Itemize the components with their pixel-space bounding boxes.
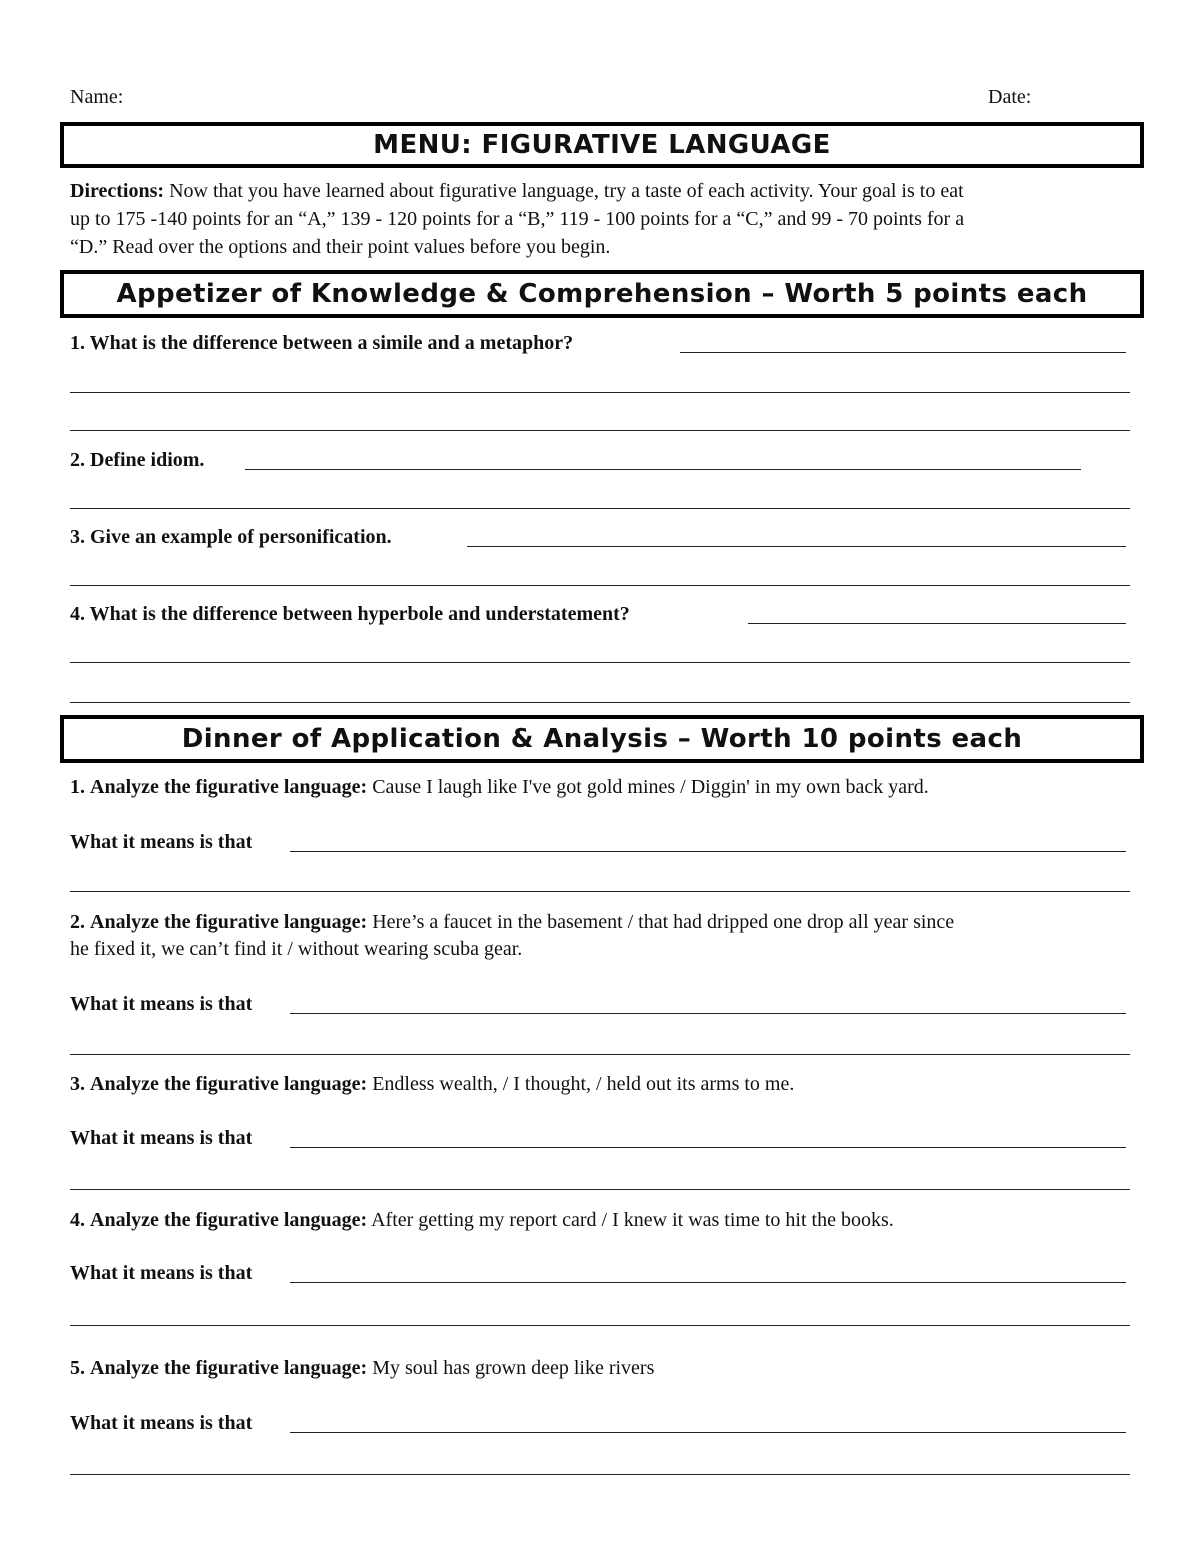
answer-line[interactable] xyxy=(680,352,1126,353)
answer-line[interactable] xyxy=(290,1147,1126,1148)
appetizer-heading: Appetizer of Knowledge & Comprehension – Worth 5 points each xyxy=(60,270,1144,318)
means-label-1: What it means is that xyxy=(70,831,253,853)
answer-line[interactable] xyxy=(245,469,1081,470)
answer-line[interactable] xyxy=(70,1325,1130,1326)
answer-line[interactable] xyxy=(70,1054,1130,1055)
appetizer-question-4: 4. What is the difference between hyperbole and understatement? xyxy=(70,603,630,625)
means-label-3: What it means is that xyxy=(70,1127,253,1149)
directions-line-3: “D.” Read over the options and their point values before you begin. xyxy=(70,236,611,258)
dinner-prompt-1: 1. Analyze the figurative language: Cause I laugh like I've got gold mines / Diggin' in my own back yard. xyxy=(70,776,929,798)
answer-line[interactable] xyxy=(70,702,1130,703)
answer-line[interactable] xyxy=(290,1013,1126,1014)
answer-line[interactable] xyxy=(70,430,1130,431)
name-label: Name: xyxy=(70,86,124,108)
answer-line[interactable] xyxy=(290,1282,1126,1283)
answer-line[interactable] xyxy=(70,1474,1130,1475)
appetizer-question-1: 1. What is the difference between a simile and a metaphor? xyxy=(70,332,574,354)
answer-line[interactable] xyxy=(70,508,1130,509)
dinner-prompt-2: 2. Analyze the figurative language: Here’s a faucet in the basement / that had dripped one drop all year since xyxy=(70,911,955,933)
answer-line[interactable] xyxy=(70,1189,1130,1190)
dinner-prompt-3: 3. Analyze the figurative language: Endless wealth, / I thought, / held out its arms to me. xyxy=(70,1073,795,1095)
means-label-2: What it means is that xyxy=(70,993,253,1015)
answer-line[interactable] xyxy=(70,585,1130,586)
appetizer-question-3: 3. Give an example of personification. xyxy=(70,526,392,548)
answer-line[interactable] xyxy=(290,1432,1126,1433)
dinner-prompt-2-cont: he fixed it, we can’t find it / without wearing scuba gear. xyxy=(70,938,523,960)
date-label: Date: xyxy=(988,86,1032,108)
answer-line[interactable] xyxy=(70,891,1130,892)
appetizer-question-2: 2. Define idiom. xyxy=(70,449,205,471)
means-label-5: What it means is that xyxy=(70,1412,253,1434)
answer-line[interactable] xyxy=(467,546,1126,547)
dinner-heading: Dinner of Application & Analysis – Worth 10 points each xyxy=(60,715,1144,763)
answer-line[interactable] xyxy=(70,662,1130,663)
directions-line-2: up to 175 -140 points for an “A,” 139 - 120 points for a “B,” 119 - 100 points for a “C,” and 99 - 70 points for a xyxy=(70,208,965,230)
answer-line[interactable] xyxy=(748,623,1126,624)
answer-line[interactable] xyxy=(290,851,1126,852)
answer-line[interactable] xyxy=(70,392,1130,393)
dinner-prompt-4: 4. Analyze the figurative language: After getting my report card / I knew it was time to hit the books. xyxy=(70,1209,894,1231)
dinner-prompt-5: 5. Analyze the figurative language: My soul has grown deep like rivers xyxy=(70,1357,655,1379)
directions-line-1 xyxy=(70,178,964,204)
page-title: MENU: FIGURATIVE LANGUAGE xyxy=(60,122,1144,168)
directions-label: Directions: xyxy=(70,180,165,202)
means-label-4: What it means is that xyxy=(70,1262,253,1284)
directions-text-1: Now that you have learned about figurative language, try a taste of each activity. Your goal is to eat xyxy=(164,180,964,202)
